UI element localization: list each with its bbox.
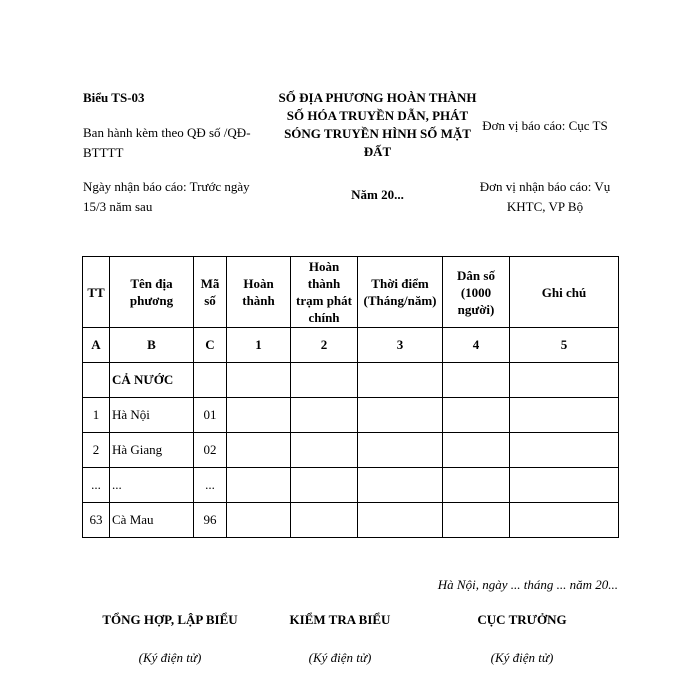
signature-role: CỤC TRƯỞNG xyxy=(477,612,567,627)
reporting-unit: Đơn vị báo cáo: Cục TS xyxy=(482,118,608,133)
table-row xyxy=(83,398,619,433)
table-cell: Hà Nội xyxy=(110,398,194,433)
table-cell: 96 xyxy=(194,503,227,538)
code-cell: 2 xyxy=(291,328,358,363)
signature-director xyxy=(437,612,607,666)
signature-checker xyxy=(255,612,425,666)
signature-compiler xyxy=(85,612,255,666)
table-cell xyxy=(510,468,619,503)
table-cell xyxy=(291,468,358,503)
report-year: Năm 20... xyxy=(351,187,404,202)
table-cell xyxy=(358,363,443,398)
header-code: Mã số xyxy=(194,257,227,328)
table-row xyxy=(83,363,619,398)
code-cell: C xyxy=(194,328,227,363)
table-cell xyxy=(443,363,510,398)
table-cell xyxy=(443,433,510,468)
table-cell: Hà Giang xyxy=(110,433,194,468)
table-cell: 01 xyxy=(194,398,227,433)
table-cell xyxy=(291,363,358,398)
place-and-date: Hà Nội, ngày ... tháng ... năm 20... xyxy=(437,577,618,592)
signature-note: (Ký điện tử) xyxy=(308,650,372,665)
table-cell xyxy=(443,503,510,538)
receiving-unit: Đơn vị nhận báo cáo: Vụ KHTC, VP Bộ xyxy=(479,179,611,214)
receive-date-note: Ngày nhận báo cáo: Trước ngày 15/3 năm sau xyxy=(83,179,250,214)
table-cell xyxy=(358,503,443,538)
table-cell xyxy=(227,468,291,503)
table-cell: 1 xyxy=(83,398,110,433)
table-cell: ... xyxy=(83,468,110,503)
issued-with-decision: Ban hành kèm theo QĐ số /QĐ-BTTTT xyxy=(83,125,251,160)
code-cell: B xyxy=(110,328,194,363)
table-header-row xyxy=(83,257,619,328)
table-cell: Cà Mau xyxy=(110,503,194,538)
table-cell: 02 xyxy=(194,433,227,468)
table-cell xyxy=(83,363,110,398)
report-table xyxy=(82,256,619,538)
table-row xyxy=(83,468,619,503)
table-cell xyxy=(510,398,619,433)
table-cell xyxy=(227,503,291,538)
header-completed: Hoàn thành xyxy=(227,257,291,328)
table-code-row xyxy=(83,328,619,363)
table-cell xyxy=(227,398,291,433)
header-time: Thời điểm (Tháng/năm) xyxy=(358,257,443,328)
table-cell xyxy=(291,503,358,538)
code-cell: A xyxy=(83,328,110,363)
table-cell: CẢ NƯỚC xyxy=(110,363,194,398)
signature-note: (Ký điện tử) xyxy=(490,650,554,665)
table-cell xyxy=(510,433,619,468)
header-population: Dân số (1000 người) xyxy=(443,257,510,328)
table-cell xyxy=(510,363,619,398)
code-cell: 5 xyxy=(510,328,619,363)
code-cell: 4 xyxy=(443,328,510,363)
table-cell xyxy=(510,503,619,538)
table-cell xyxy=(358,398,443,433)
header-tt: TT xyxy=(83,257,110,328)
signature-role: TỔNG HỢP, LẬP BIỂU xyxy=(102,612,238,627)
signature-note: (Ký điện tử) xyxy=(138,650,202,665)
table-cell xyxy=(194,363,227,398)
table-cell xyxy=(291,433,358,468)
code-cell: 3 xyxy=(358,328,443,363)
signature-role: KIỂM TRA BIỂU xyxy=(289,612,391,627)
table-cell xyxy=(358,433,443,468)
header-locality-name: Tên địa phương xyxy=(110,257,194,328)
code-cell: 1 xyxy=(227,328,291,363)
table-cell xyxy=(358,468,443,503)
table-row xyxy=(83,503,619,538)
table-cell xyxy=(443,468,510,503)
table-cell xyxy=(227,433,291,468)
table-cell: 2 xyxy=(83,433,110,468)
table-cell xyxy=(291,398,358,433)
form-code: Biểu TS-03 xyxy=(83,90,145,105)
header-notes: Ghi chú xyxy=(510,257,619,328)
table-row xyxy=(83,433,619,468)
header-main-station-completed: Hoàn thành trạm phát chính xyxy=(291,257,358,328)
table-cell: ... xyxy=(110,468,194,503)
table-cell xyxy=(443,398,510,433)
table-cell: 63 xyxy=(83,503,110,538)
document-title: SỐ ĐỊA PHƯƠNG HOÀN THÀNH SỐ HÓA TRUYỀN DẪN, PHÁT SÓNG TRUYỀN HÌNH SỐ MẶT ĐẤT xyxy=(278,90,477,159)
table-cell: ... xyxy=(194,468,227,503)
table-cell xyxy=(227,363,291,398)
